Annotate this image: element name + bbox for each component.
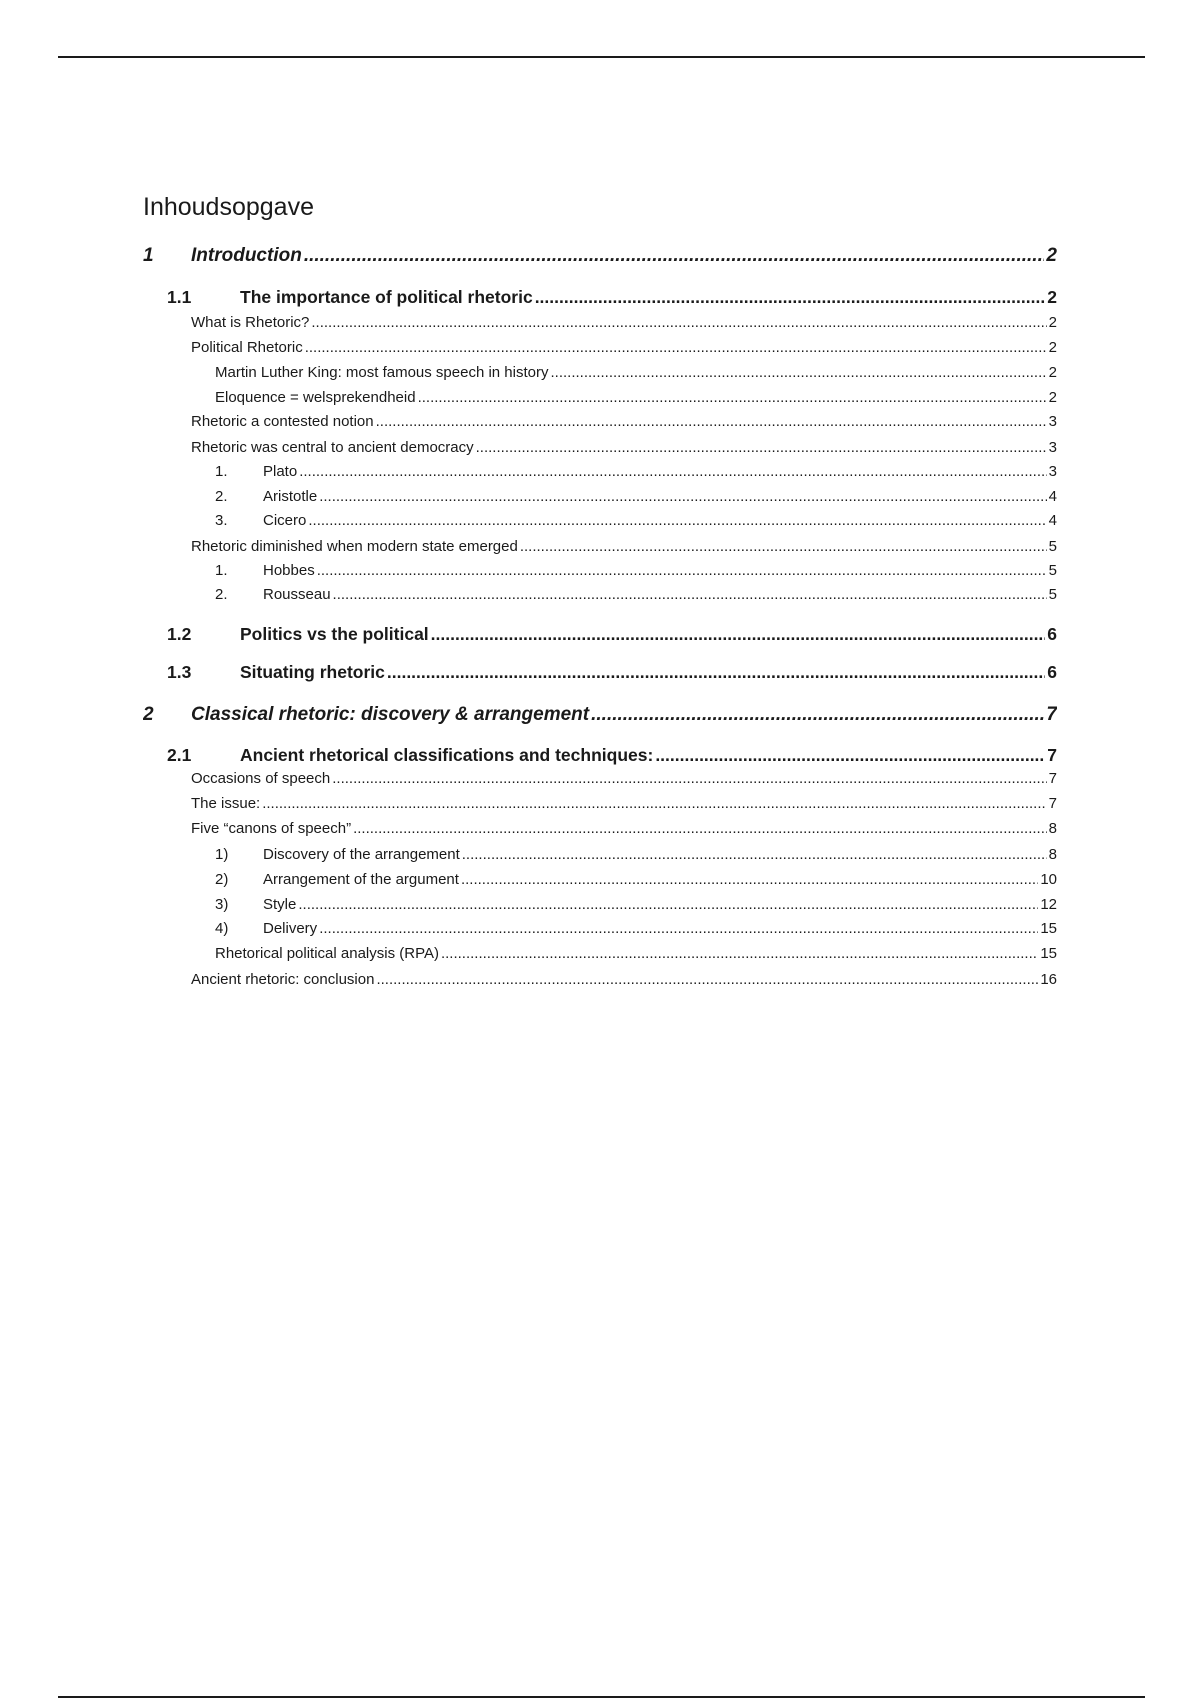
toc-entry-number: 1.	[215, 562, 228, 579]
toc-entry-page: 6	[1047, 662, 1057, 682]
dot-leader	[317, 562, 1047, 579]
dot-leader	[520, 538, 1047, 555]
toc-entry[interactable]	[167, 745, 1057, 769]
dot-leader	[262, 795, 1046, 812]
dot-leader	[332, 770, 1046, 787]
toc-entry[interactable]	[191, 538, 1057, 560]
toc-entry-number: 4)	[215, 920, 229, 937]
toc-entry-page: 10	[1040, 871, 1057, 888]
dot-leader	[298, 896, 1038, 913]
toc-entry-title: Situating rhetoric	[240, 662, 385, 682]
toc-entry-number: 1.3	[167, 662, 192, 682]
toc-title: Inhoudsopgave	[143, 193, 314, 221]
toc-entry[interactable]	[191, 439, 1057, 461]
toc-entry-number: 2.1	[167, 745, 192, 765]
toc-entry-number: 3.	[215, 512, 228, 529]
toc-entry-number: 1)	[215, 846, 229, 863]
toc-entry-page: 5	[1048, 562, 1057, 579]
toc-entry-number: 3)	[215, 896, 229, 913]
toc-entry[interactable]	[215, 364, 1057, 386]
toc-entry-page: 2	[1048, 364, 1057, 381]
toc-entry[interactable]	[191, 770, 1057, 792]
toc-entry-title: Discovery of the arrangement	[263, 846, 460, 863]
toc-entry-title: Hobbes	[263, 562, 315, 579]
toc-entry-title: Plato	[263, 463, 298, 480]
dot-leader	[304, 245, 1045, 267]
toc-entry[interactable]	[191, 339, 1057, 361]
toc-entry-page: 5	[1048, 538, 1057, 555]
toc-entry-page: 2	[1047, 287, 1057, 307]
toc-entry[interactable]	[215, 871, 1057, 893]
toc-entry-page: 8	[1048, 820, 1057, 837]
toc-entry[interactable]	[191, 820, 1057, 842]
dot-leader	[431, 624, 1046, 645]
toc-entry-page: 7	[1047, 745, 1057, 765]
toc-entry-page: 3	[1048, 439, 1057, 456]
toc-entry[interactable]	[215, 896, 1057, 918]
dot-leader	[376, 413, 1047, 430]
toc-entry-title: Ancient rhetorical classifications and techniques:	[240, 745, 654, 765]
dot-leader	[418, 389, 1047, 406]
toc-entry[interactable]	[215, 920, 1057, 942]
toc-entry-page: 15	[1040, 920, 1057, 937]
header-rule	[58, 56, 1145, 58]
dot-leader	[441, 945, 1038, 962]
toc-entry-number: 1.	[215, 463, 228, 480]
toc-entry-page: 3	[1048, 413, 1057, 430]
toc-entry-title: The issue:	[191, 795, 261, 812]
toc-entry[interactable]	[143, 704, 1057, 730]
dot-leader	[311, 314, 1046, 331]
toc-entry[interactable]	[167, 624, 1057, 648]
dot-leader	[305, 339, 1047, 356]
toc-entry-title: Arrangement of the argument	[263, 871, 459, 888]
toc-entry-number: 2)	[215, 871, 229, 888]
toc-entry[interactable]	[191, 314, 1057, 336]
dot-leader	[551, 364, 1047, 381]
toc-entry-number: 1.2	[167, 624, 192, 644]
toc-entry[interactable]	[215, 562, 1057, 584]
toc-entry-title: Martin Luther King: most famous speech in history	[215, 364, 549, 381]
toc-entry-title: Ancient rhetoric: conclusion	[191, 971, 375, 988]
toc-entry-title: Classical rhetoric: discovery & arrangement	[191, 704, 590, 725]
toc-entry[interactable]	[191, 795, 1057, 817]
toc-entry-page: 7	[1046, 704, 1057, 725]
dot-leader	[387, 662, 1045, 683]
toc-entry-title: Style	[263, 896, 297, 913]
toc-entry-page: 3	[1048, 463, 1057, 480]
toc-entry-title: Rhetoric a contested notion	[191, 413, 374, 430]
toc-entry[interactable]	[215, 846, 1057, 868]
toc-entry[interactable]	[167, 662, 1057, 686]
toc-entry[interactable]	[143, 245, 1057, 271]
toc-entry-page: 8	[1048, 846, 1057, 863]
toc-entry-title: Occasions of speech	[191, 770, 331, 787]
toc-entry-page: 2	[1046, 245, 1057, 266]
dot-leader	[319, 920, 1038, 937]
toc-entry-title: Delivery	[263, 920, 318, 937]
toc-entry-title: Political Rhetoric	[191, 339, 303, 356]
toc-entry-number: 2.	[215, 488, 228, 505]
toc-entry-page: 6	[1047, 624, 1057, 644]
toc-entry-title: Five “canons of speech”	[191, 820, 352, 837]
footer-rule	[58, 1696, 1145, 1698]
toc-entry-page: 4	[1048, 488, 1057, 505]
toc-entry-number: 2	[143, 704, 154, 725]
toc-entry-title: Rhetoric was central to ancient democracy	[191, 439, 474, 456]
dot-leader	[353, 820, 1047, 837]
dot-leader	[461, 871, 1038, 888]
toc-entry[interactable]	[215, 389, 1057, 411]
toc-entry[interactable]	[215, 512, 1057, 534]
dot-leader	[308, 512, 1046, 529]
toc-entry-page: 2	[1048, 389, 1057, 406]
toc-entry-title: Politics vs the political	[240, 624, 429, 644]
dot-leader	[591, 704, 1044, 726]
toc-entry-title: Rousseau	[263, 586, 331, 603]
toc-entry-page: 2	[1048, 314, 1057, 331]
toc-entry-title: Cicero	[263, 512, 307, 529]
dot-leader	[476, 439, 1047, 456]
toc-entry[interactable]	[167, 287, 1057, 311]
toc-entry-title: Rhetorical political analysis (RPA)	[215, 945, 439, 962]
toc-entry-number: 1	[143, 245, 154, 266]
toc-entry[interactable]	[215, 463, 1057, 485]
toc-entry-page: 15	[1040, 945, 1057, 962]
dot-leader	[299, 463, 1046, 480]
toc-entry[interactable]	[191, 971, 1057, 993]
toc-entry[interactable]	[215, 488, 1057, 510]
toc-entry-page: 2	[1048, 339, 1057, 356]
toc-entry[interactable]	[215, 586, 1057, 608]
toc-entry-page: 7	[1048, 770, 1057, 787]
toc-entry[interactable]	[191, 413, 1057, 435]
toc-entry-number: 2.	[215, 586, 228, 603]
dot-leader	[535, 287, 1046, 308]
toc-entry-title: Eloquence = welsprekendheid	[215, 389, 416, 406]
toc-entry-title: Introduction	[191, 245, 302, 266]
toc-entry-number: 1.1	[167, 287, 192, 307]
dot-leader	[462, 846, 1047, 863]
toc-entry-page: 16	[1040, 971, 1057, 988]
toc-entry-title: Aristotle	[263, 488, 318, 505]
toc-entry-page: 7	[1048, 795, 1057, 812]
toc-entry-page: 5	[1048, 586, 1057, 603]
toc-entry-title: What is Rhetoric?	[191, 314, 310, 331]
toc-entry-page: 4	[1048, 512, 1057, 529]
dot-leader	[655, 745, 1045, 766]
dot-leader	[376, 971, 1038, 988]
toc-entry-title: Rhetoric diminished when modern state emerged	[191, 538, 518, 555]
toc-entry-page: 12	[1040, 896, 1057, 913]
toc-entry-title: The importance of political rhetoric	[240, 287, 533, 307]
dot-leader	[319, 488, 1046, 505]
dot-leader	[333, 586, 1047, 603]
toc-entry[interactable]	[215, 945, 1057, 967]
